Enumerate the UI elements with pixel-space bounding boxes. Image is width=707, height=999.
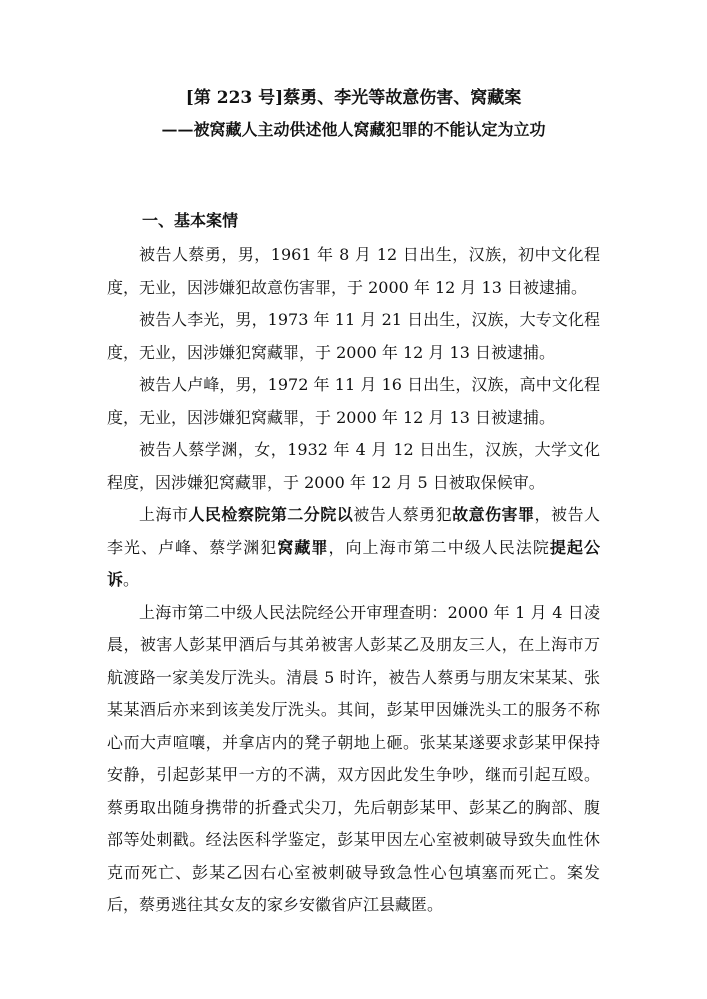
case-body [107,239,600,922]
case-title: [第 223 号]蔡勇、李光等故意伤害、窝藏案 [185,88,522,108]
prosecution-text: 被告人蔡勇犯 [353,505,453,524]
paragraph-defendant-lu-feng: 被告人卢峰，男，1972 年 11 月 16 日出生，汉族，高中文化程度，无业，因涉嫌犯窝藏罪，于 2000 年 12 月 13 日被逮捕。 [107,375,600,427]
paragraph-defendant-li-guang: 被告人李光，男，1973 年 11 月 21 日出生，汉族，大专文化程度，无业，因涉嫌犯窝藏罪，于 2000 年 12 月 13 日被逮捕。 [107,310,600,362]
paragraph-court-findings: 上海市第二中级人民法院经公开审理查明：2000 年 1 月 4 日凌晨，被害人彭某甲酒后与其弟被害人彭某乙及朋友三人，在上海市万航渡路一家美发厅洗头。清晨 5 时许，被告人蔡勇与朋友宋某某、张某某酒后亦来到该美发厅洗头。其间，彭某甲因嫌洗头工的服务不称心而大声喧嚷，并拿店内的凳子朝地上砸。张某某遂要求彭某甲保持安静，引起彭某甲一方的不满，双方因此发生争吵，继而引起互殴。蔡勇取出随身携带的折叠式尖刀，先后朝彭某甲、彭某乙的胸部、腹部等处刺戳。经法医科学鉴定，彭某甲因左心室被刺破导致失血性休克而死亡、彭某乙因右心室被刺破导致急性心包填塞而死亡。案发后，蔡勇逃往其女友的家乡安徽省庐江县藏匿。 [107,602,600,914]
prosecution-text: ，被告人李光、卢峰、蔡学渊犯 [107,505,600,557]
prosecution-text: ，向上海市第二中级人民法院 [328,537,550,557]
prosecution-text: 上海市 [139,505,189,524]
paragraph-prosecution [107,499,600,597]
paragraph-defendant-cai-yong: 被告人蔡勇，男，1961 年 8 月 12 日出生，汉族，初中文化程度，无业，因涉嫌犯故意伤害罪，于 2000 年 12 月 13 日被逮捕。 [107,245,600,297]
case-subtitle: ——被窝藏人主动供述他人窝藏犯罪的不能认定为立功 [161,120,546,139]
prosecution-text: 。 [123,570,140,589]
paragraph-defendant-cai-xueyuan: 被告人蔡学渊，女，1932 年 4 月 12 日出生，汉族，大学文化程度，因涉嫌犯窝藏罪，于 2000 年 12 月 5 日被取保候审。 [107,440,600,492]
section-heading: 一、基本案情 [142,211,239,230]
prosecution-bold-text: 提起公诉 [107,537,600,589]
prosecution-bold-text: 故意伤害罪 [452,505,535,524]
prosecution-bold-text: 人民检察院第二分院以 [188,505,354,524]
prosecution-bold-text: 窝藏罪 [277,537,329,557]
